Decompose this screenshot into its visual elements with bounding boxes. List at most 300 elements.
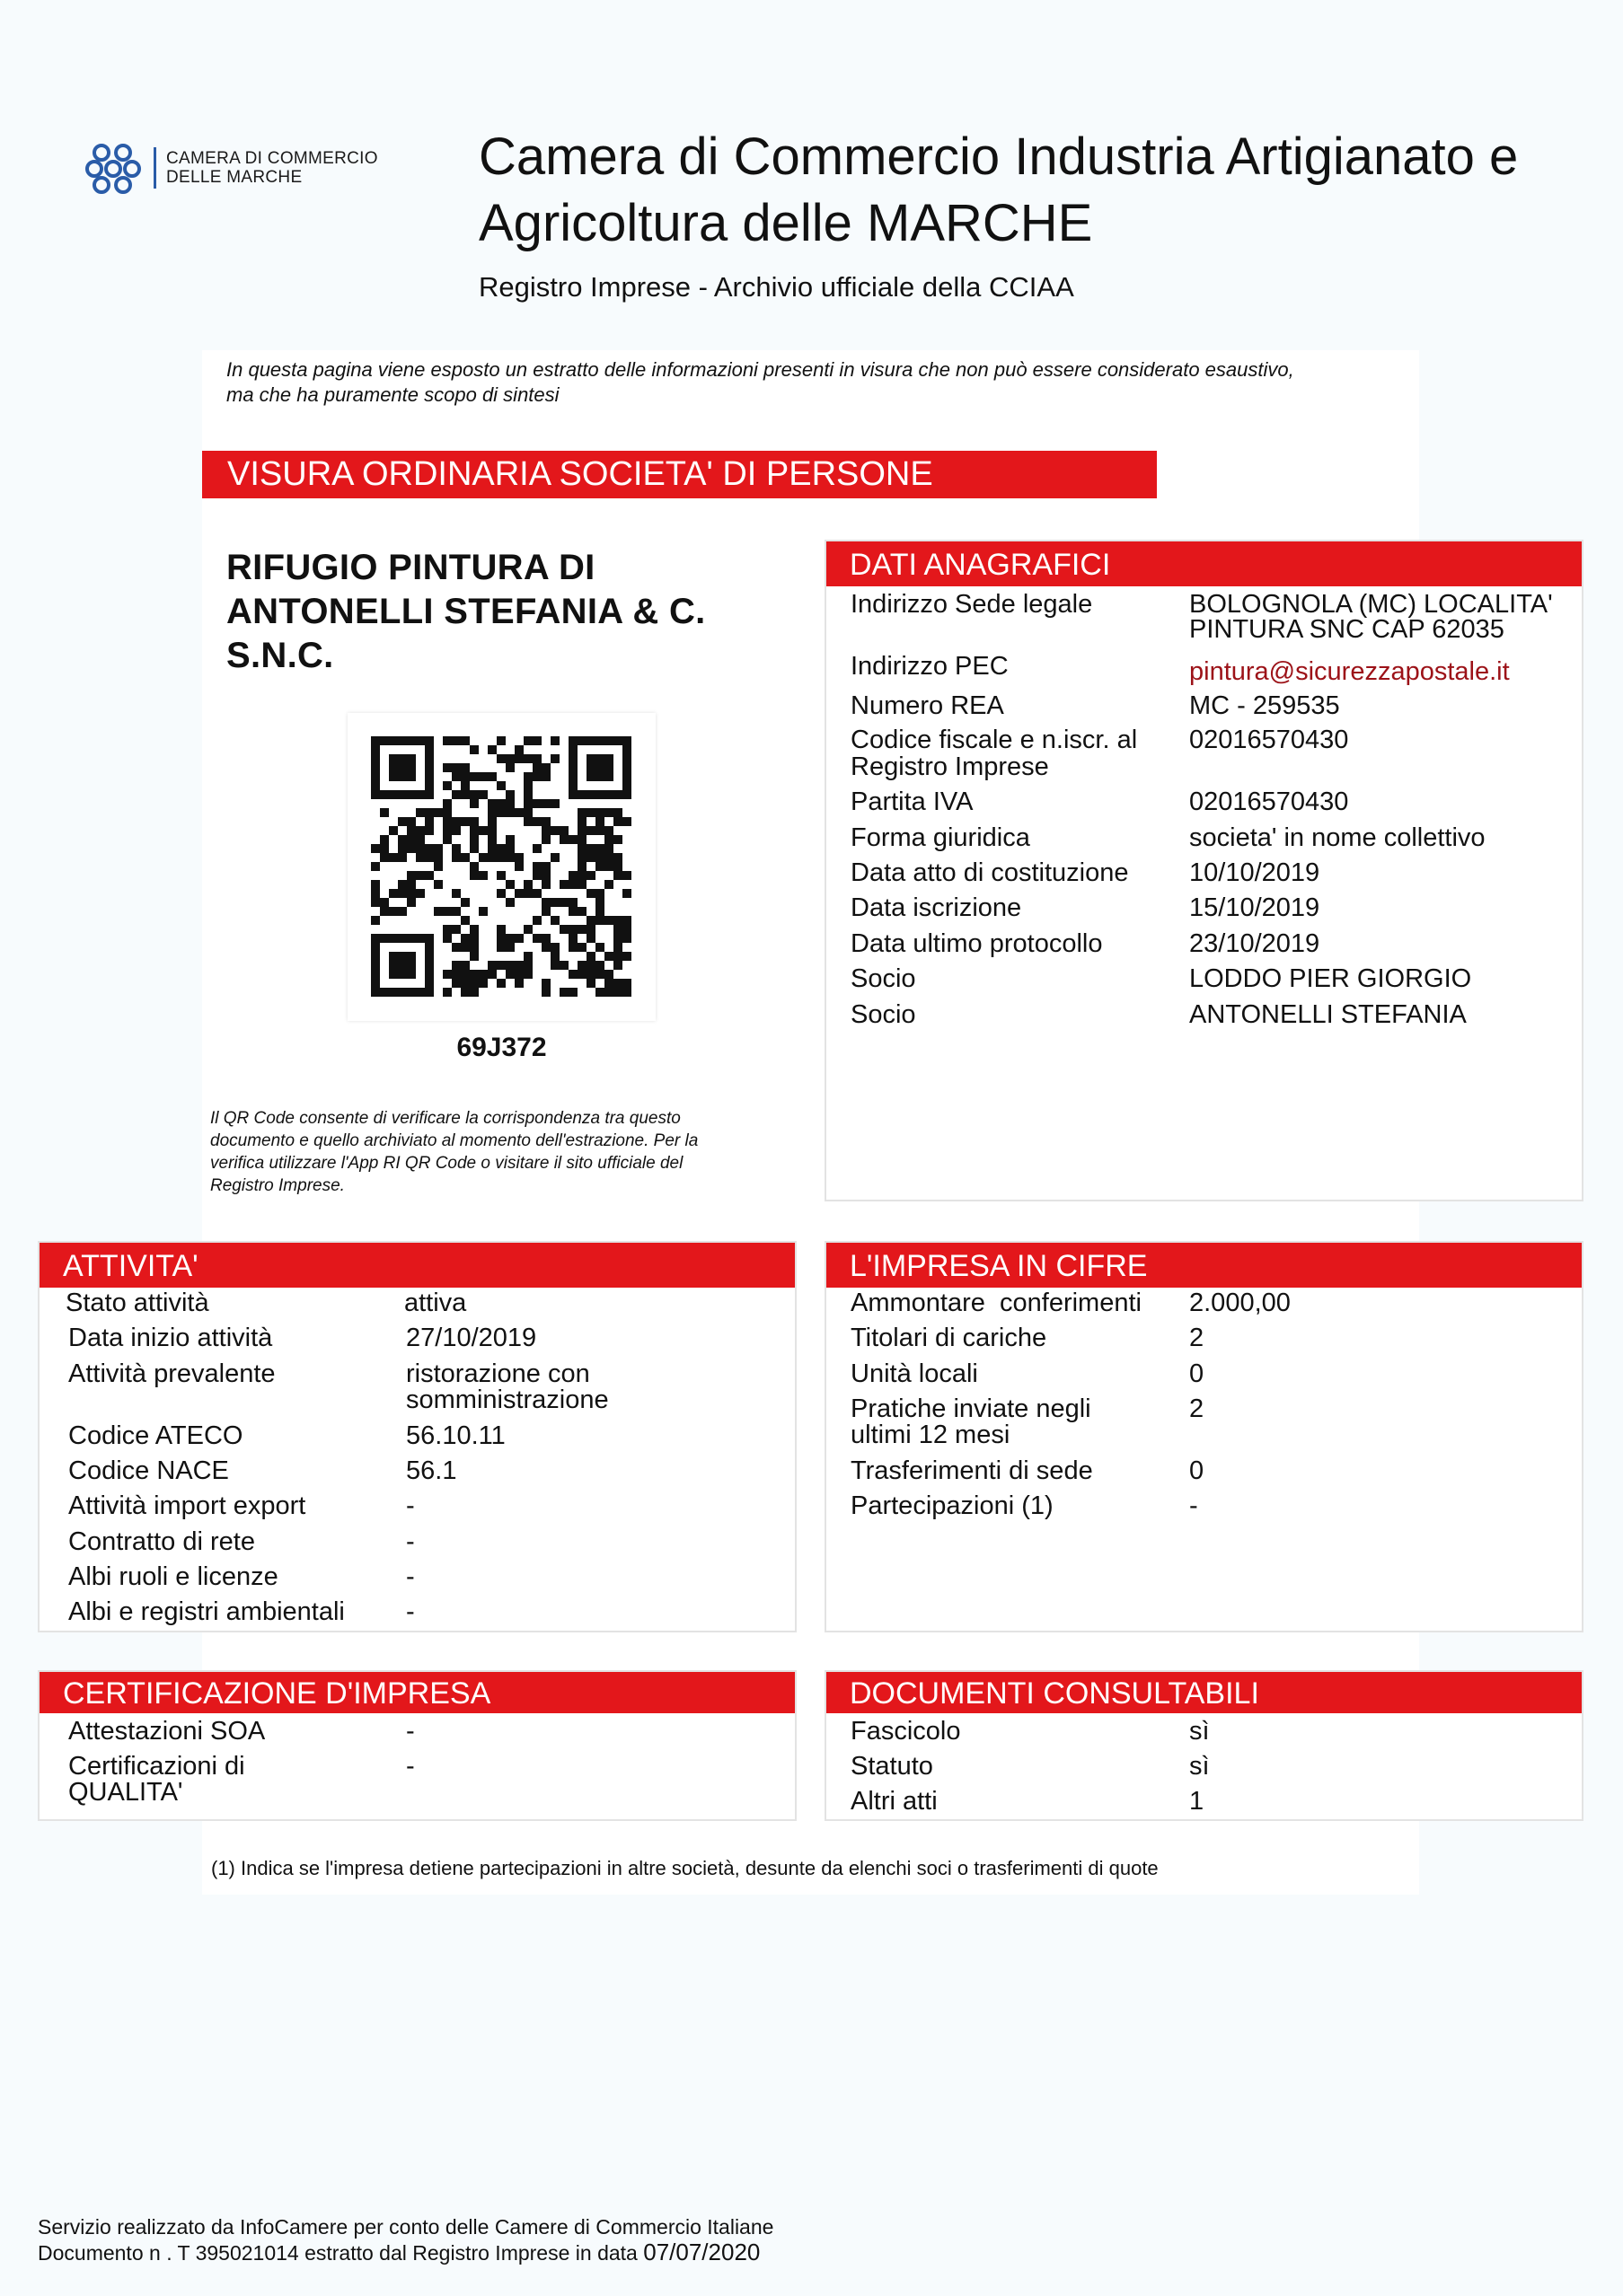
qr-module <box>604 862 613 871</box>
qr-note <box>210 1107 785 1197</box>
qr-module <box>488 835 497 844</box>
qr-module <box>595 862 604 871</box>
qr-module <box>443 736 452 745</box>
qr-module <box>497 979 506 988</box>
qr-module <box>443 970 452 979</box>
qr-module <box>470 826 479 835</box>
qr-module <box>604 763 613 772</box>
qr-module <box>380 808 389 817</box>
qr-module <box>622 817 631 826</box>
qr-module <box>595 988 604 997</box>
qr-module <box>497 799 506 808</box>
qr-module <box>443 799 452 808</box>
qr-module <box>578 871 587 880</box>
qr-module <box>452 736 461 745</box>
qr-note-line1: Il QR Code consente di verificare la corrispondenza tra questo <box>210 1109 681 1128</box>
qr-module <box>407 871 416 880</box>
logo-text <box>166 149 378 187</box>
qr-module <box>371 745 380 754</box>
qr-module <box>389 907 398 916</box>
qr-module <box>371 790 380 799</box>
qr-module <box>542 880 551 889</box>
certificazioni-qualita-label-line2: QUALITA' <box>68 1778 183 1807</box>
attivita-header: ATTIVITA' <box>40 1243 795 1288</box>
qr-module <box>371 844 380 853</box>
qr-module <box>434 853 443 862</box>
qr-module <box>587 961 595 970</box>
trasferimenti-label: Trasferimenti di sede <box>851 1456 1093 1485</box>
qr-module <box>542 988 551 997</box>
qr-module <box>506 799 515 808</box>
qr-module <box>569 790 578 799</box>
qr-module <box>524 925 533 934</box>
qr-module <box>452 970 461 979</box>
qr-module <box>371 889 380 898</box>
qr-module <box>551 736 560 745</box>
qr-module <box>398 790 407 799</box>
socio-2-value: ANTONELLI STEFANIA <box>1189 1000 1467 1029</box>
qr-module <box>560 961 569 970</box>
qr-module <box>488 808 497 817</box>
footer-document-info: Documento n . T 395021014 estratto dal Registro Imprese in data <box>38 2241 644 2265</box>
stato-attivita-label: Stato attività <box>66 1289 209 1317</box>
qr-module <box>398 844 407 853</box>
qr-module <box>613 916 622 925</box>
albi-ambientali-value: - <box>406 1597 415 1626</box>
qr-module <box>551 943 560 952</box>
qr-module <box>497 889 506 898</box>
qr-module <box>497 754 506 763</box>
qr-module <box>434 862 443 871</box>
footer <box>38 2214 773 2265</box>
attestazioni-soa-label: Attestazioni SOA <box>68 1717 266 1746</box>
qr-module <box>371 781 380 790</box>
trasferimenti-value: 0 <box>1189 1456 1204 1485</box>
qr-module <box>434 907 443 916</box>
qr-module <box>461 943 470 952</box>
qr-note-line3: verifica utilizzare l'App RI QR Code o visitare il sito ufficiale del <box>210 1154 684 1173</box>
qr-module <box>542 871 551 880</box>
albi-ambientali-label: Albi e registri ambientali <box>68 1597 345 1626</box>
qr-module <box>587 736 595 745</box>
qr-module <box>578 826 587 835</box>
qr-module <box>569 763 578 772</box>
qr-module <box>524 961 533 970</box>
qr-module <box>461 979 470 988</box>
qr-module <box>604 808 613 817</box>
qr-module <box>488 745 497 754</box>
qr-module <box>506 934 515 943</box>
qr-module <box>470 772 479 781</box>
qr-module <box>622 952 631 961</box>
qr-module <box>425 988 434 997</box>
qr-module <box>578 862 587 871</box>
qr-module <box>416 853 425 862</box>
qr-module <box>560 826 569 835</box>
qr-module <box>613 817 622 826</box>
codice-ateco-value: 56.10.11 <box>406 1421 506 1450</box>
qr-module <box>524 889 533 898</box>
qr-module <box>488 961 497 970</box>
visura-title-bar: VISURA ORDINARIA SOCIETA' DI PERSONE <box>202 451 1157 498</box>
page-title-line2: Agricoltura delle MARCHE <box>479 194 1093 252</box>
qr-module <box>569 835 578 844</box>
qr-module <box>425 736 434 745</box>
qr-module <box>595 817 604 826</box>
qr-module <box>551 754 560 763</box>
qr-module <box>497 943 506 952</box>
qr-module <box>443 808 452 817</box>
socio-1-label: Socio <box>851 964 916 993</box>
qr-module <box>407 952 416 961</box>
qr-module <box>524 772 533 781</box>
contratto-rete-label: Contratto di rete <box>68 1527 255 1556</box>
qr-module <box>389 826 398 835</box>
qr-module <box>461 970 470 979</box>
forma-giuridica-value: societa' in nome collettivo <box>1189 823 1486 852</box>
qr-module <box>595 853 604 862</box>
qr-module <box>407 817 416 826</box>
qr-module <box>470 943 479 952</box>
qr-module <box>551 961 560 970</box>
qr-module <box>569 925 578 934</box>
qr-module <box>595 808 604 817</box>
qr-module <box>604 970 613 979</box>
qr-module <box>595 898 604 907</box>
qr-module <box>587 979 595 988</box>
attivita-card <box>38 1241 797 1632</box>
altri-atti-label: Altri atti <box>851 1787 938 1816</box>
qr-module <box>389 790 398 799</box>
contratto-rete-value: - <box>406 1527 415 1556</box>
qr-module <box>389 772 398 781</box>
conferimenti-label: Ammontare conferimenti <box>851 1289 1142 1317</box>
qr-module <box>542 826 551 835</box>
qr-module <box>470 925 479 934</box>
qr-module <box>551 799 560 808</box>
qr-module <box>371 862 380 871</box>
footer-date: 07/07/2020 <box>643 2239 761 2265</box>
qr-module <box>371 736 380 745</box>
titolari-cariche-label: Titolari di cariche <box>851 1324 1047 1352</box>
qr-module <box>380 844 389 853</box>
qr-module <box>497 844 506 853</box>
chamber-logo-icon <box>85 142 141 196</box>
unita-locali-label: Unità locali <box>851 1359 978 1388</box>
qr-module <box>613 835 622 844</box>
qr-module <box>622 754 631 763</box>
statuto-value: sì <box>1189 1752 1210 1781</box>
qr-module <box>604 952 613 961</box>
qr-module <box>506 970 515 979</box>
partecipazioni-value: - <box>1189 1491 1198 1520</box>
qr-module <box>622 736 631 745</box>
qr-module <box>461 772 470 781</box>
qr-module <box>569 781 578 790</box>
qr-module <box>515 934 524 943</box>
qr-module <box>470 979 479 988</box>
qr-module <box>542 934 551 943</box>
qr-module <box>425 754 434 763</box>
qr-module <box>569 898 578 907</box>
qr-module <box>506 853 515 862</box>
data-ultimo-protocollo-value: 23/10/2019 <box>1189 929 1320 958</box>
qr-module <box>425 844 434 853</box>
qr-module <box>604 979 613 988</box>
qr-module <box>452 772 461 781</box>
stato-attivita-value: attiva <box>404 1289 467 1317</box>
qr-module <box>380 907 389 916</box>
qr-module <box>613 790 622 799</box>
qr-code-label: 69J372 <box>456 1033 547 1062</box>
qr-module <box>613 952 622 961</box>
qr-module <box>622 916 631 925</box>
qr-module <box>533 736 542 745</box>
qr-module <box>407 826 416 835</box>
qr-module <box>398 772 407 781</box>
qr-module <box>569 736 578 745</box>
fascicolo-label: Fascicolo <box>851 1717 961 1746</box>
partita-iva-label: Partita IVA <box>851 787 974 816</box>
qr-module <box>578 970 587 979</box>
certificazione-header: CERTIFICAZIONE D'IMPRESA <box>40 1672 795 1713</box>
qr-module <box>622 745 631 754</box>
qr-module <box>443 988 452 997</box>
footer-line2 <box>38 2239 773 2265</box>
qr-code-icon <box>371 736 632 998</box>
qr-module <box>613 808 622 817</box>
qr-module <box>506 835 515 844</box>
qr-module <box>461 763 470 772</box>
qr-module <box>542 835 551 844</box>
qr-module <box>587 970 595 979</box>
qr-module <box>595 844 604 853</box>
qr-module <box>497 781 506 790</box>
qr-module <box>613 853 622 862</box>
qr-module <box>524 781 533 790</box>
sede-label: Indirizzo Sede legale <box>851 590 1093 619</box>
disclaimer-line2: ma che ha puramente scopo di sintesi <box>226 383 560 406</box>
qr-module <box>425 817 434 826</box>
qr-module <box>479 907 488 916</box>
qr-module <box>542 772 551 781</box>
qr-module <box>533 763 542 772</box>
qr-module <box>398 736 407 745</box>
qr-module <box>587 853 595 862</box>
qr-module <box>506 808 515 817</box>
qr-module <box>398 970 407 979</box>
qr-module <box>578 907 587 916</box>
qr-module <box>506 880 515 889</box>
qr-code-card <box>348 713 656 1021</box>
qr-module <box>461 736 470 745</box>
qr-module <box>416 871 425 880</box>
qr-module <box>452 853 461 862</box>
qr-module <box>425 745 434 754</box>
codice-fiscale-value: 02016570430 <box>1189 726 1349 754</box>
codice-fiscale-label-line2: Registro Imprese <box>851 752 1049 781</box>
qr-module <box>569 745 578 754</box>
codice-fiscale-label-line1: Codice fiscale e n.iscr. al <box>851 726 1138 754</box>
import-export-label: Attività import export <box>68 1491 306 1520</box>
qr-module <box>452 889 461 898</box>
qr-module <box>595 916 604 925</box>
qr-module <box>524 799 533 808</box>
qr-module <box>416 808 425 817</box>
qr-module <box>425 826 434 835</box>
qr-module <box>497 961 506 970</box>
qr-module <box>452 826 461 835</box>
qr-module <box>398 961 407 970</box>
qr-module <box>578 925 587 934</box>
qr-module <box>398 880 407 889</box>
qr-module <box>604 844 613 853</box>
qr-module <box>443 781 452 790</box>
page-subtitle: Registro Imprese - Archivio ufficiale della CCIAA <box>479 271 1074 303</box>
qr-module <box>613 736 622 745</box>
qr-module <box>470 862 479 871</box>
qr-module <box>407 835 416 844</box>
qr-module <box>587 844 595 853</box>
altri-atti-value: 1 <box>1189 1787 1204 1816</box>
qr-note-line2: documento e quello archiviato al momento dell'estrazione. Per la <box>210 1131 699 1150</box>
qr-module <box>371 970 380 979</box>
qr-module <box>533 772 542 781</box>
qr-module <box>569 772 578 781</box>
qr-module <box>371 934 380 943</box>
qr-module <box>497 736 506 745</box>
qr-module <box>515 754 524 763</box>
qr-module <box>622 925 631 934</box>
pratiche-label-line1: Pratiche inviate negli <box>851 1394 1091 1423</box>
qr-module <box>461 898 470 907</box>
qr-module <box>479 979 488 988</box>
qr-module <box>578 880 587 889</box>
qr-module <box>622 781 631 790</box>
qr-module <box>443 835 452 844</box>
qr-module <box>434 880 443 889</box>
qr-module <box>452 844 461 853</box>
rea-label: Numero REA <box>851 691 1004 720</box>
qr-module <box>622 934 631 943</box>
qr-module <box>578 835 587 844</box>
pec-value[interactable]: pintura@sicurezzapostale.it <box>1189 657 1510 686</box>
qr-module <box>613 871 622 880</box>
qr-module <box>587 871 595 880</box>
qr-module <box>488 844 497 853</box>
qr-module <box>380 988 389 997</box>
page-title <box>479 124 1518 257</box>
qr-module <box>551 853 560 862</box>
fascicolo-value: sì <box>1189 1717 1210 1746</box>
attivita-prevalente-value-line2: somministrazione <box>406 1386 609 1414</box>
company-name <box>226 546 783 678</box>
qr-module <box>497 934 506 943</box>
qr-module <box>425 961 434 970</box>
qr-module <box>398 889 407 898</box>
qr-module <box>398 763 407 772</box>
qr-module <box>569 988 578 997</box>
qr-module <box>587 934 595 943</box>
qr-module <box>587 763 595 772</box>
logo-text-line1: CAMERA DI COMMERCIO <box>166 149 378 168</box>
qr-module <box>587 916 595 925</box>
qr-module <box>425 970 434 979</box>
qr-module <box>497 871 506 880</box>
qr-module <box>595 763 604 772</box>
qr-module <box>380 790 389 799</box>
qr-module <box>622 988 631 997</box>
qr-module <box>389 889 398 898</box>
chamber-logo <box>85 142 391 196</box>
qr-module <box>533 844 542 853</box>
qr-module <box>524 817 533 826</box>
documenti-card <box>825 1670 1583 1821</box>
qr-module <box>425 781 434 790</box>
certificazione-card <box>38 1670 797 1821</box>
qr-module <box>560 988 569 997</box>
qr-module <box>380 835 389 844</box>
qr-module <box>506 898 515 907</box>
qr-module <box>578 808 587 817</box>
disclaimer <box>226 357 1421 408</box>
qr-module <box>587 772 595 781</box>
qr-module <box>416 934 425 943</box>
qr-module <box>371 979 380 988</box>
qr-module <box>587 925 595 934</box>
qr-module <box>407 763 416 772</box>
qr-module <box>578 736 587 745</box>
documenti-header: DOCUMENTI CONSULTABILI <box>826 1672 1582 1713</box>
qr-module <box>578 817 587 826</box>
import-export-value: - <box>406 1491 415 1520</box>
data-inizio-value: 27/10/2019 <box>406 1324 537 1352</box>
qr-module <box>613 961 622 970</box>
qr-module <box>407 988 416 997</box>
qr-module <box>452 790 461 799</box>
qr-module <box>604 754 613 763</box>
qr-module <box>497 925 506 934</box>
qr-module <box>587 826 595 835</box>
qr-module <box>443 763 452 772</box>
qr-module <box>587 889 595 898</box>
data-iscrizione-label: Data iscrizione <box>851 893 1022 922</box>
qr-module <box>587 790 595 799</box>
qr-module <box>604 790 613 799</box>
qr-module <box>461 961 470 970</box>
qr-module <box>542 763 551 772</box>
qr-module <box>578 844 587 853</box>
qr-module <box>524 736 533 745</box>
qr-module <box>452 961 461 970</box>
qr-module <box>371 988 380 997</box>
qr-module <box>452 979 461 988</box>
qr-module <box>425 871 434 880</box>
qr-module <box>380 898 389 907</box>
qr-module <box>533 934 542 943</box>
qr-module <box>533 799 542 808</box>
qr-module <box>443 907 452 916</box>
qr-module <box>371 880 380 889</box>
qr-module <box>524 790 533 799</box>
unita-locali-value: 0 <box>1189 1359 1204 1388</box>
qr-module <box>488 826 497 835</box>
qr-module <box>488 817 497 826</box>
qr-module <box>398 952 407 961</box>
qr-module <box>425 853 434 862</box>
data-ultimo-protocollo-label: Data ultimo protocollo <box>851 929 1103 958</box>
qr-module <box>389 763 398 772</box>
